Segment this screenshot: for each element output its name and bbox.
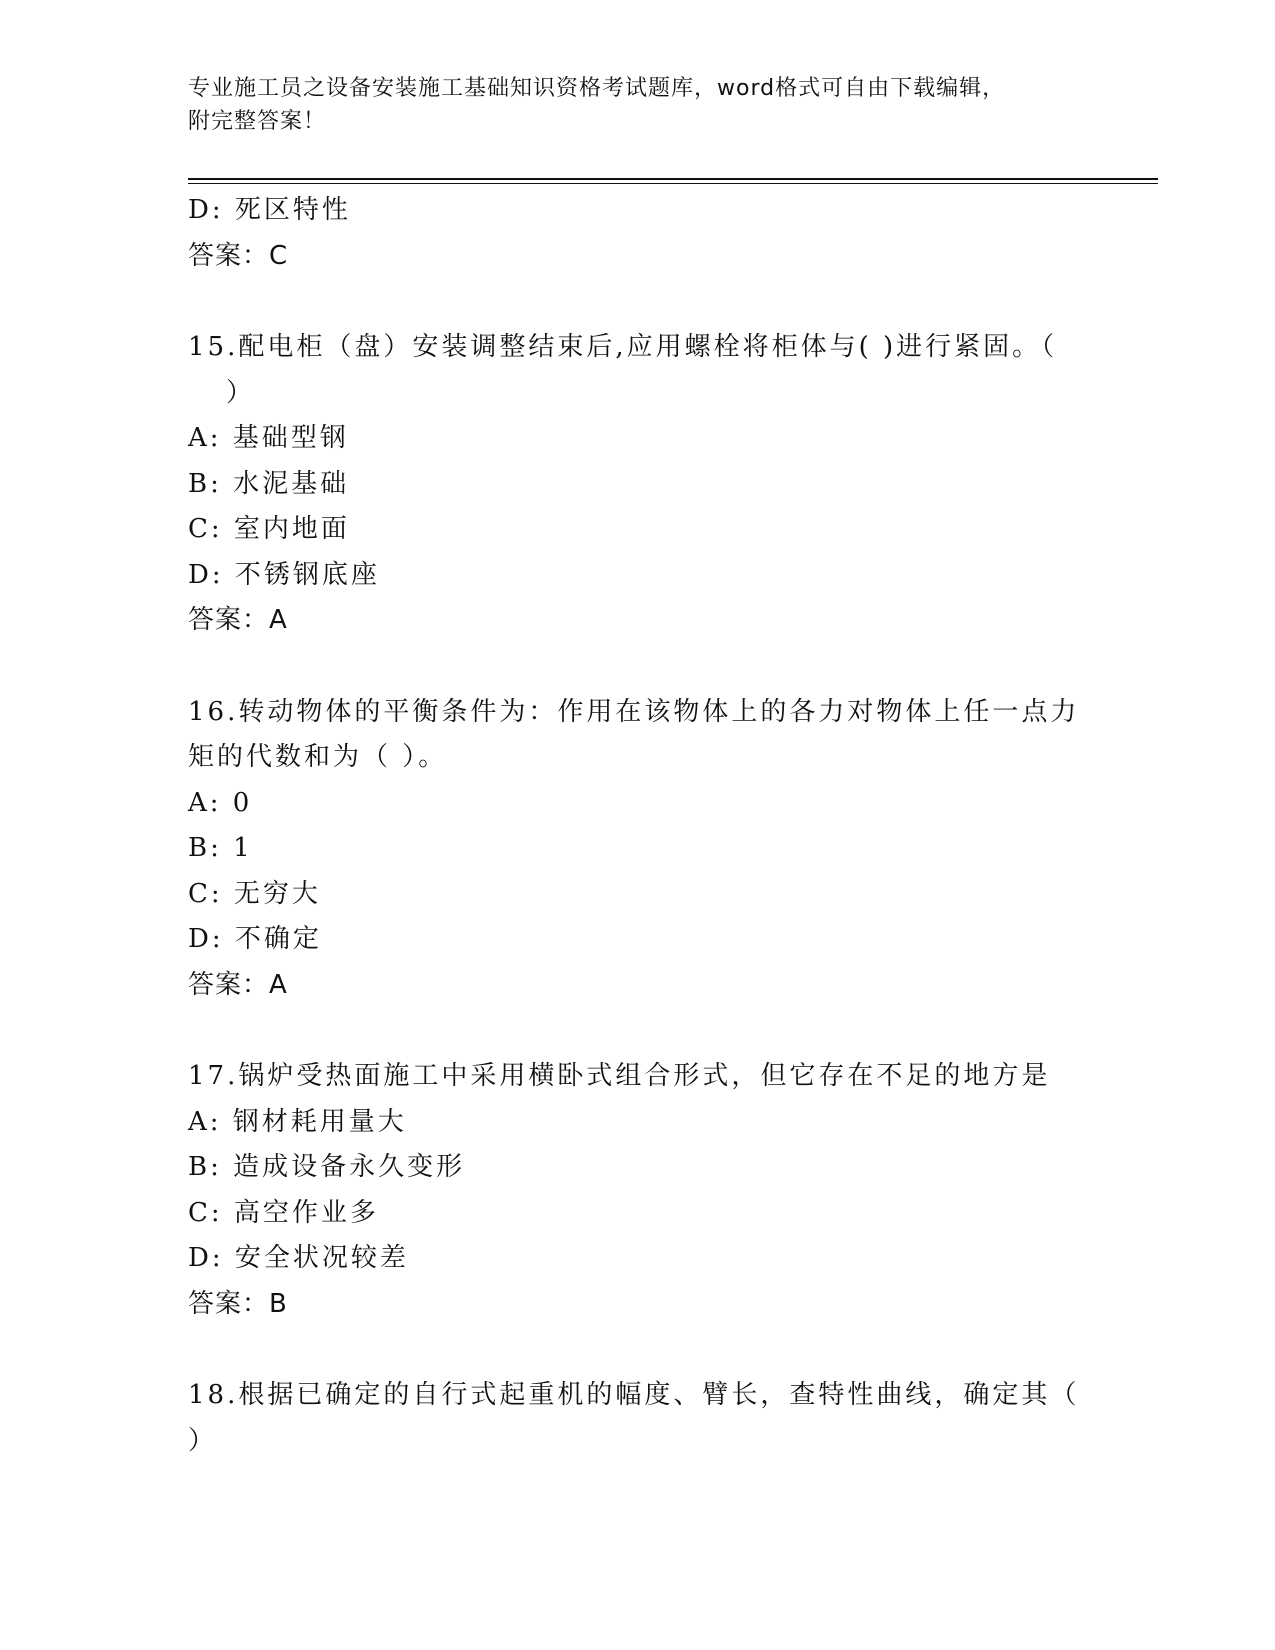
option-a: A: 0 [188,787,253,818]
option-b: B: 1 [188,833,253,863]
header-divider-thick [188,178,1158,180]
answer-line: 答案：A [188,605,288,635]
option-a: A: 基础型钢 [188,423,349,453]
option-a: A: 钢材耗用量大 [188,1106,407,1137]
question-stem: 15.配电柜（盘）安装调整结束后,应用螺栓将柜体与( )进行紧固。（ [188,332,1058,362]
question-18 [188,1373,1088,1464]
header-line-2: 附完整答案！ [188,109,327,134]
header-divider-thin [188,183,1158,184]
option-d: D: 不锈钢底座 [188,559,380,590]
option-b: B: 造成设备永久变形 [188,1152,466,1182]
option-d: D: 死区特性 [188,195,351,225]
option-d: D: 安全状况较差 [188,1243,409,1273]
document-header [188,72,1068,138]
question-stem-continued: 矩的代数和为（ ）。 [188,742,448,772]
question-stem: 18.根据已确定的自行式起重机的幅度、臂长，查特性曲线，确定其（ [188,1380,1080,1410]
option-c: C: 高空作业多 [188,1197,379,1228]
option-d: D: 不确定 [188,924,322,954]
question-content [188,188,1088,1464]
option-b: B: 水泥基础 [188,468,350,499]
answer-line: 答案：B [188,1288,288,1319]
option-c: C: 无穷大 [188,878,321,909]
option-c: C: 室内地面 [188,514,350,544]
question-stem: 16.转动物体的平衡条件为：作用在该物体上的各力对物体上任一点力 [188,696,1080,727]
question-stem: 17.锅炉受热面施工中采用横卧式组合形式，但它存在不足的地方是 [188,1061,1051,1091]
answer-line: 答案：C [188,240,289,271]
header-line-1: 专业施工员之设备安装施工基础知识资格考试题库，word格式可自由下载编辑， [188,76,1006,101]
question-16 [188,690,1088,1009]
question-15 [188,325,1088,644]
question-stem-continued: ） [188,1425,218,1456]
answer-line: 答案：A [188,969,288,1000]
previous-question-tail [188,188,1088,279]
question-17 [188,1054,1088,1327]
question-stem-continued: ） [226,377,256,408]
